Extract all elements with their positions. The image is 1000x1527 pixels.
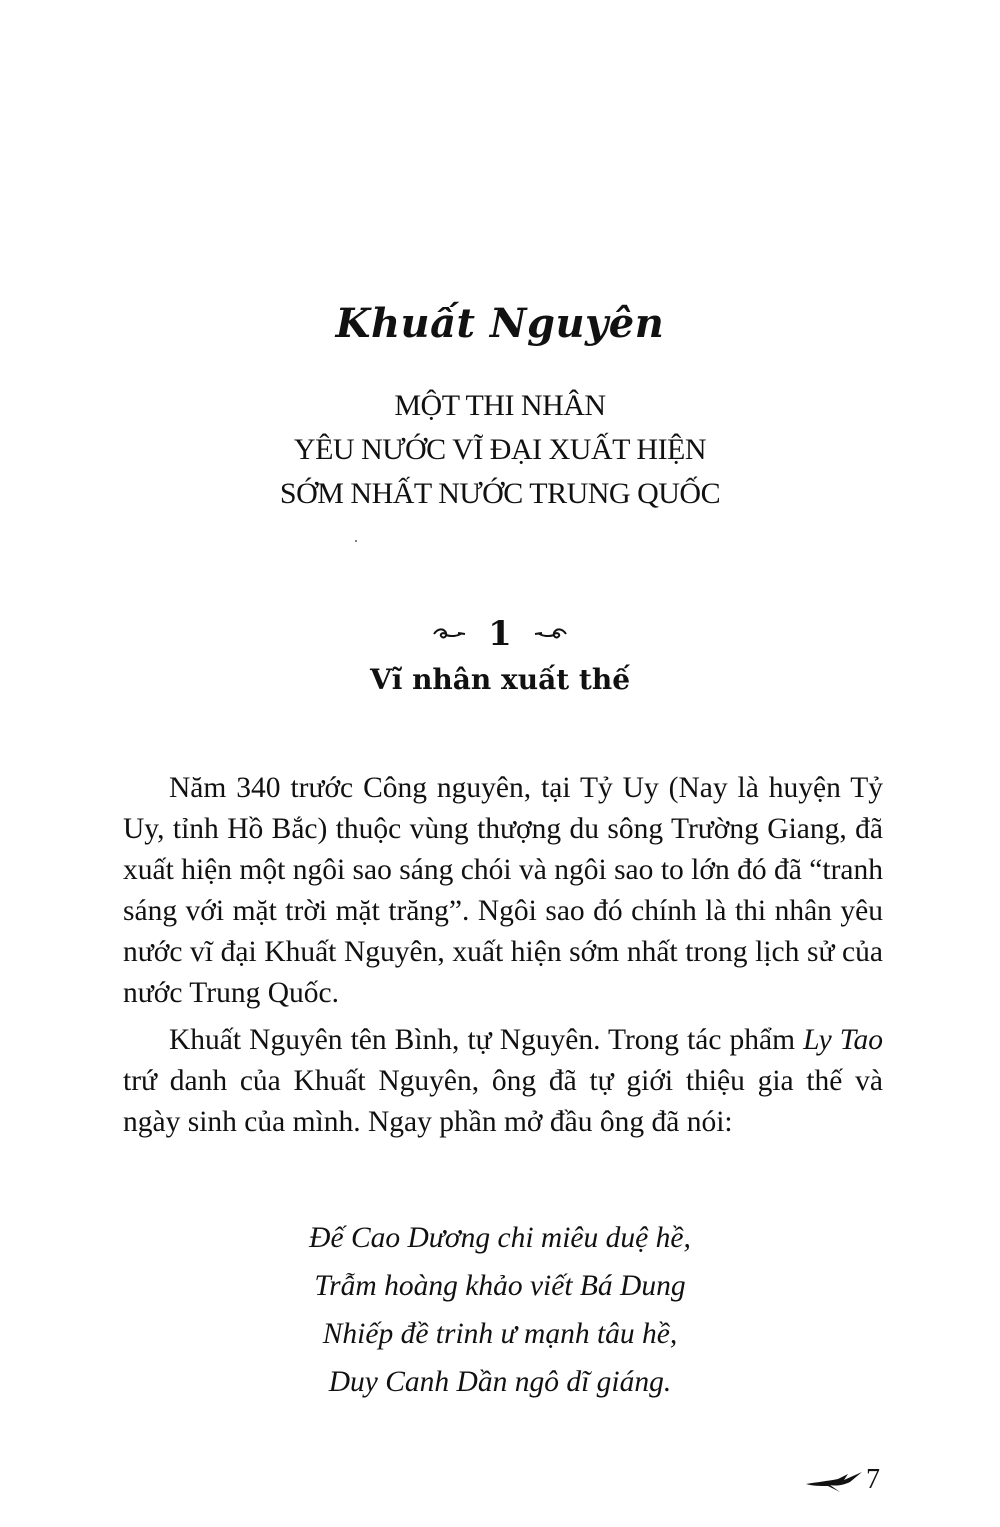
poem-line: Nhiếp đề trinh ư mạnh tâu hề, xyxy=(322,1318,678,1350)
section-title: Vĩ nhân xuất thế xyxy=(369,663,631,696)
body-text xyxy=(123,768,883,1149)
swallow-ornament-icon xyxy=(804,1466,864,1494)
left-flourish-icon xyxy=(432,624,468,644)
chapter-subtitle xyxy=(0,384,1000,516)
right-flourish-icon xyxy=(532,624,568,644)
paragraph: Năm 340 trước Công nguyên, tại Tỷ Uy (Nay là huyện Tỷ Uy, tỉnh Hồ Bắc) thuộc vùng thượng du sông Trường Giang, đã xuất hiện một ngôi sao sáng chói và ngôi sao to lớn đó đã “tranh sáng với mặt trời mặt trăng”. Ngôi sao đó chính là thi nhân yêu nước vĩ đại Khuất Nguyên, xuất hiện sớm nhất trong lịch sử của nước Trung Quốc. xyxy=(123,772,883,1009)
section-number: 1 xyxy=(488,614,512,654)
print-speck xyxy=(355,540,357,542)
page-number: 7 xyxy=(866,1464,880,1495)
page-footer xyxy=(804,1460,880,1500)
poem-line: Đế Cao Dương chi miêu duệ hề, xyxy=(309,1222,691,1254)
work-title: Ly Tao xyxy=(803,1024,883,1056)
section-marker xyxy=(0,612,1000,656)
paragraph-text: Khuất Nguyên tên Bình, tự Nguyên. Trong tác phẩm xyxy=(169,1024,804,1056)
subtitle-line: MỘT THI NHÂN xyxy=(394,389,606,422)
poem-line: Duy Canh Dần ngô dĩ giáng. xyxy=(328,1366,672,1398)
paragraph xyxy=(123,1020,883,1143)
poem-line: Trẫm hoàng khảo viết Bá Dung xyxy=(314,1270,686,1302)
poem xyxy=(0,1214,1000,1406)
subtitle-line: YÊU NƯỚC VĨ ĐẠI XUẤT HIỆN xyxy=(293,433,707,466)
chapter-title: Khuất Nguyên xyxy=(335,300,665,347)
subtitle-line: SỚM NHẤT NƯỚC TRUNG QUỐC xyxy=(279,477,721,510)
paragraph-text: trứ danh của Khuất Nguyên, ông đã tự giới thiệu gia thế và ngày sinh của mình. Ngay phần mở đầu ông đã nói: xyxy=(123,1065,883,1138)
